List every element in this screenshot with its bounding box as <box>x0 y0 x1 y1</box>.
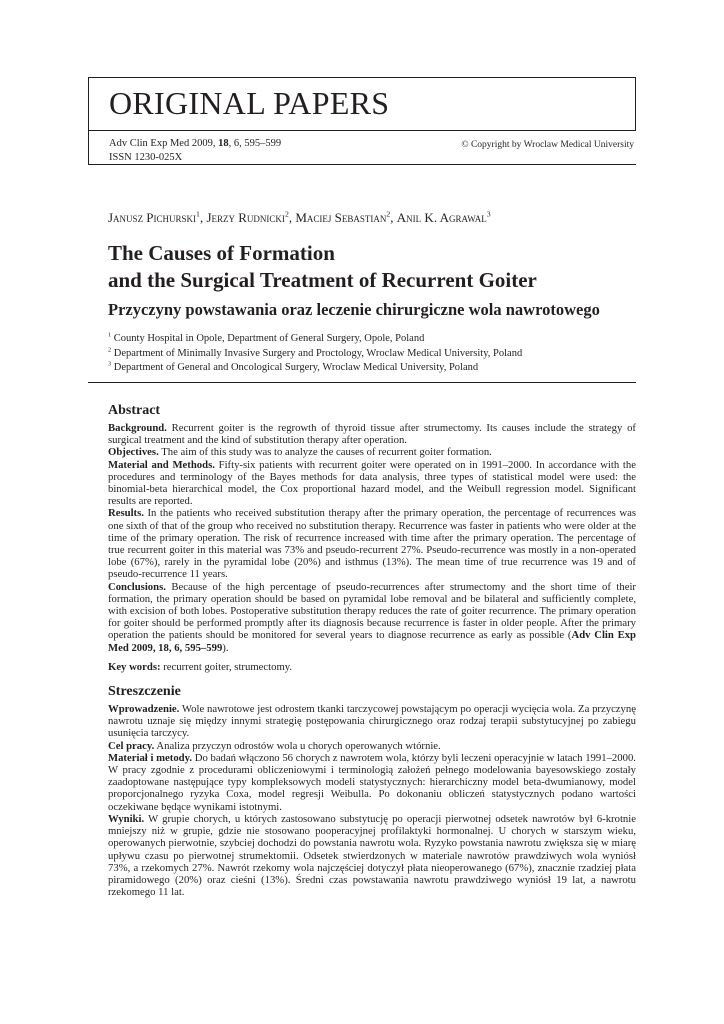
affiliation <box>108 361 522 376</box>
title-line: The Causes of Formation <box>108 241 335 265</box>
paragraph-text: In the patients who received substitution therapy after the primary operation, the percentage of recurrences was one sixth of that of the group who received no substitution therapy. Recurrence was faster in patients who were older at the time of the primary operation. The risk of recurrence increased with time after the primary operation. The percentage of true recurrent goiter in this material was 73% and pseudo-recurrent 27%. Pseudo-recurrence was mostly in a non-operated lobe (67%), rarely in the pyramidal lobe (20%) and isthmus (13%). The mean time of true recurrence was 19 and of pseudo-recurrence 11 years. <box>108 507 636 581</box>
affiliation-number: 1 <box>108 331 112 339</box>
affiliation-list <box>108 332 522 376</box>
author-affiliation-mark: 3 <box>486 209 491 219</box>
paragraph-label: Background. <box>108 422 167 434</box>
streszczenie-wprowadzenie <box>108 703 636 740</box>
header-divider-vertical <box>88 131 89 165</box>
citation-issue-pages: , 6, 595–599 <box>228 138 282 149</box>
streszczenie-wyniki <box>108 813 636 898</box>
abstract-conclusions <box>108 581 636 654</box>
paragraph-text: recurrent goiter, strumectomy. <box>160 660 293 673</box>
title-line: and the Surgical Treatment of Recurrent Goiter <box>108 268 537 292</box>
citation-volume: 18 <box>218 138 229 149</box>
paragraph-text: Because of the high percentage of pseudo-recurrences after strumectomy and the short time of their formation, the primary operation should be based on pyramidal lobe removal and be bilateral and sufficiently complete, with excision of both lobes. Postoperative substitution therapy reduces the rate of goiter recurrence. The primary operation for goiter should be performed promptly after its diagnosis because recurrence is faster in older people. After the primary operation the patients should be monitored for several years to diagnose recurrence as early as possible ( <box>108 580 636 642</box>
author-affiliation-mark: 2 <box>386 209 391 219</box>
paragraph-label: Key words: <box>108 660 161 673</box>
paragraph-text: ). <box>222 641 229 654</box>
section-divider <box>88 382 636 383</box>
paragraph-text: Recurrent goiter is the regrowth of thyroid tissue after strumectomy. Its causes include the strategy of surgical treatment and the kind of substitution therapy after operation. <box>108 422 636 447</box>
author-name: Anil K. Agrawal <box>396 210 487 225</box>
streszczenie-heading: Streszczenie <box>108 684 181 700</box>
article-title <box>108 240 628 294</box>
author-affiliation-mark: 1 <box>196 209 200 219</box>
paragraph-text: Do badań włączono 56 chorych z nawrotem wola, którzy byli leczeni operacyjnie w latach 1991–2000. W pracy zgodnie z procedurami obliczeniowymi i terminologią założeń pełnego modelowania bayesowskiego zostały zaadoptowane następujące typy kompleksowych modeli statystycznych: hierarchiczny model beta-dwumianowy, model proporcjonalnego ryzyka Coxa, model regresji Weibulla. Po dokonaniu obliczeń statystycznych podano wartości oczekiwane będące wynikami istotnymi. <box>108 751 636 813</box>
abstract-results <box>108 507 636 580</box>
paragraph-text: The aim of this study was to analyze the causes of recurrent goiter formation. <box>158 446 492 459</box>
abstract-methods <box>108 459 636 508</box>
inline-citation: Adv Clin Exp Med 2009, 18, 6, 595–599 <box>108 629 636 654</box>
abstract-background <box>108 422 636 446</box>
paragraph-text: Analiza przyczyn odrostów wola u chorych operowanych wtórnie. <box>154 739 441 752</box>
section-title: ORIGINAL PAPERS <box>109 85 390 121</box>
author-name: Jerzy Rudnicki <box>206 210 285 225</box>
copyright-notice: © Copyright by Wroclaw Medical University <box>461 140 634 150</box>
paragraph-label: Material and Methods. <box>108 458 215 471</box>
paragraph-text: Wole nawrotowe jest odrostem tkanki tarczycowej powstającym po operacji wycięcia wola. Za przyczynę nawrotu uznaje się między innymi strategię postępowania chirurgicznego oraz rodzaj terapii substytucyjnej po zabiegu usunięcia tarczycy. <box>108 703 636 740</box>
citation-line <box>109 137 281 151</box>
keywords <box>108 661 636 673</box>
paragraph-label: Wprowadzenie. <box>108 703 180 716</box>
author-name: Maciej Sebastian <box>295 210 387 225</box>
polish-title: Przyczyny powstawania oraz leczenie chirurgiczne wola nawrotowego <box>108 300 600 319</box>
paragraph-label: Conclusions. <box>108 580 166 593</box>
author-affiliation-mark: 2 <box>284 209 289 219</box>
abstract-body <box>108 402 636 898</box>
affiliation <box>108 347 522 362</box>
paragraph-label: Cel pracy. <box>108 739 155 752</box>
citation-block <box>109 137 281 165</box>
streszczenie-cel <box>108 740 636 752</box>
paragraph-text: Fifty-six patients with recurrent goiter were operated on in 1991–2000. In accordance with the procedures and terminology of the Bayes methods for data analysis, three types of statistical model were used: the binomial-beta hierarchical model, the Cox proportional hazard model, and the Weibull regression model. Significant results are reported. <box>108 458 636 508</box>
paragraph-label: Wyniki. <box>108 812 145 825</box>
paragraph-text: W grupie chorych, u których zastosowano substytucję po operacji pierwotnej odsetek nawrotów był 6-krotnie mniejszy niż w grupie, gdzie nie stosowano pooperacyjnej profilaktyki hormonalnej. U chorych w starszym wieku, operowanych pierwotnie, szybciej dochodzi do powstania nawrotu wola. Ryzyko powstania nawrotu zwiększa się w miarę upływu czasu po pierwotnej strumektomii. Odsetek stwierdzonych w materiale nawrotów prawdziwych wola wyniósł 73%, a rzekomych 27%. Nawrót rzekomy wola najczęściej dotyczył płata nieoperowanego (67%), znacznie rzadziej płata piramidowego (20%) oraz cieśni (13%). Średni czas powstawania nawrotu prawdziwego wyniósł 19 lat, a nawrotu rzekomego 11 lat. <box>108 812 636 899</box>
abstract-heading: Abstract <box>108 403 161 418</box>
citation-journal: Adv Clin Exp Med 2009, <box>109 138 219 149</box>
author-list: Janusz Pichurski$^1$, Jerzy Rudnicki$^2$, Maciej Sebastian$^2$, Anil K. Agrawal$^3$ <box>108 209 491 225</box>
affiliation-text: Department of Minimally Invasive Surgery and Proctology, Wroclaw Medical University, Poland <box>113 347 523 359</box>
author-name: Janusz Pichurski <box>108 210 197 225</box>
paragraph-label: Results. <box>108 507 144 520</box>
affiliation-text: County Hospital in Opole, Department of General Surgery, Opole, Poland <box>113 333 425 344</box>
affiliation <box>108 332 522 347</box>
paragraph-label: Materiał i metody. <box>108 751 193 764</box>
paragraph-label: Objectives. <box>108 446 159 459</box>
affiliation-number: 3 <box>108 360 112 368</box>
issn: ISSN 1230-025X <box>109 152 183 163</box>
affiliation-number: 2 <box>108 346 112 353</box>
affiliation-text: Department of General and Oncological Surgery, Wroclaw Medical University, Poland <box>113 362 479 373</box>
streszczenie-material <box>108 752 636 813</box>
abstract-objectives <box>108 446 636 458</box>
